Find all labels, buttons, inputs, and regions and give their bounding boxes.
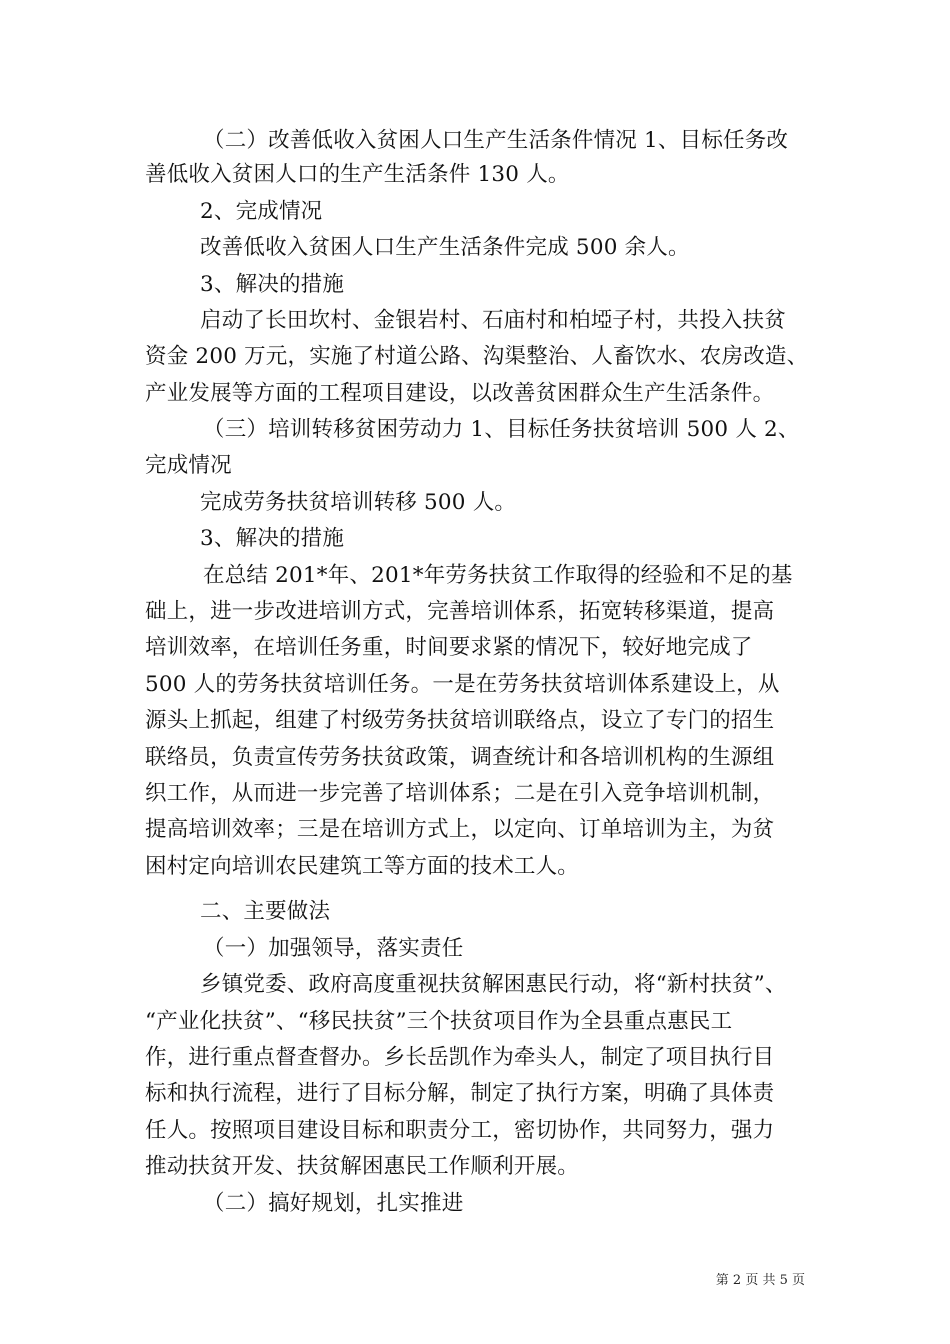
- body-line: 改善低收入贫困人口生产生活条件完成 500 余人。: [200, 235, 690, 260]
- body-line: 资金 200 万元，实施了村道公路、沟渠整治、人畜饮水、农房改造、: [145, 344, 809, 369]
- section-heading: 二、主要做法: [200, 899, 331, 924]
- body-line: 3、解决的措施: [200, 526, 345, 551]
- body-line: 2、完成情况: [200, 199, 323, 224]
- body-line: “产业化扶贫”、“移民扶贫”三个扶贫项目作为全县重点惠民工: [145, 1009, 733, 1034]
- body-line: 作，进行重点督查督办。乡长岳凯作为牵头人，制定了项目执行目: [145, 1045, 775, 1070]
- body-line: 完成情况: [145, 453, 232, 478]
- body-line: （二）改善低收入贫困人口生产生活条件情况 1、目标任务改: [203, 128, 789, 153]
- body-line: 3、解决的措施: [200, 272, 345, 297]
- body-line: 完成劳务扶贫培训转移 500 人。: [200, 490, 517, 515]
- body-line: （三）培训转移贫困劳动力 1、目标任务扶贫培训 500 人 2、: [203, 417, 800, 442]
- body-line: 标和执行流程，进行了目标分解，制定了执行方案，明确了具体责: [145, 1081, 775, 1106]
- body-line: 础上，进一步改进培训方式，完善培训体系，拓宽转移渠道，提高: [145, 599, 775, 624]
- body-line: 任人。按照项目建设目标和职责分工，密切协作，共同努力，强力: [145, 1118, 775, 1143]
- subsection-heading: （一）加强领导，落实责任: [203, 936, 464, 961]
- body-line: 培训效率，在培训任务重，时间要求紧的情况下，较好地完成了: [145, 635, 753, 660]
- body-line: 推动扶贫开发、扶贫解困惠民工作顺利开展。: [145, 1154, 580, 1179]
- body-line: 织工作，从而进一步完善了培训体系；二是在引入竞争培训机制，: [145, 781, 775, 806]
- body-line: 500 人的劳务扶贫培训任务。一是在劳务扶贫培训体系建设上，从: [145, 672, 780, 697]
- body-line: 源头上抓起，组建了村级劳务扶贫培训联络点，设立了专门的招生: [145, 708, 775, 733]
- page-number: 第 2 页 共 5 页: [715, 1273, 805, 1288]
- body-line: 产业发展等方面的工程项目建设，以改善贫困群众生产生活条件。: [145, 381, 775, 406]
- body-line: 困村定向培训农民建筑工等方面的技术工人。: [145, 854, 580, 879]
- body-line: 在总结 201*年、201*年劳务扶贫工作取得的经验和不足的基: [203, 563, 793, 588]
- body-line: 乡镇党委、政府高度重视扶贫解困惠民行动，将“新村扶贫”、: [200, 972, 787, 997]
- body-line: 启动了长田坎村、金银岩村、石庙村和柏埡子村，共投入扶贫: [200, 308, 786, 333]
- body-line: 联络员，负责宣传劳务扶贫政策，调查统计和各培训机构的生源组: [145, 745, 775, 770]
- subsection-heading: （二）搞好规划，扎实推进: [203, 1191, 464, 1216]
- body-line: 善低收入贫困人口的生产生活条件 130 人。: [145, 162, 570, 187]
- body-line: 提高培训效率；三是在培训方式上，以定向、订单培训为主，为贫: [145, 817, 775, 842]
